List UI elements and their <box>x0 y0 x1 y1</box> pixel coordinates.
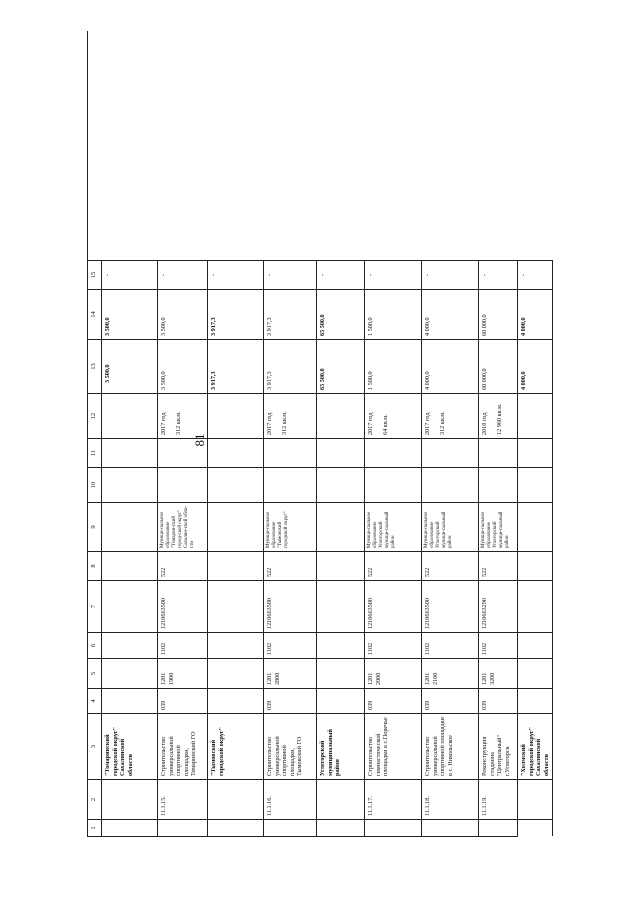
code-cell: 1210663500 <box>264 580 317 632</box>
table-cell <box>317 551 365 580</box>
table-cell <box>479 438 518 467</box>
col-header-5: 5 <box>88 658 102 688</box>
amount-cell-14: 1 500,0 <box>365 289 422 339</box>
table-cell <box>102 580 158 632</box>
code-cell: 039 <box>158 688 208 713</box>
code-cell: 1201 2100 <box>422 658 479 688</box>
col-header-7: 7 <box>88 580 102 632</box>
table-cell <box>208 779 264 819</box>
col-header-10: 10 <box>88 467 102 502</box>
group-amount: 3 500,0 <box>102 339 158 393</box>
code-cell: 522 <box>422 551 479 580</box>
item-name: Строительство универсальной спортивной площадки, Томаринский ГО <box>158 713 208 779</box>
table-cell <box>518 580 553 632</box>
item-name: Строительство гимнастической площадки в с.Поречье <box>365 713 422 779</box>
table-cell <box>317 688 365 713</box>
code-cell: 1210663290 <box>479 580 518 632</box>
period-cell: 2018 год 12 960 кв.м. <box>479 393 518 438</box>
item-number: 11.1.17. <box>365 779 422 819</box>
col-header-12: 12 <box>88 393 102 438</box>
table-cell <box>479 467 518 502</box>
col-header-2: 2 <box>88 779 102 819</box>
table-cell <box>518 551 553 580</box>
code-cell: 522 <box>158 551 208 580</box>
table-cell <box>317 779 365 819</box>
col-header-4: 4 <box>88 688 102 713</box>
amount-cell-14: 3 500,0 <box>158 289 208 339</box>
period-cell: 2017 год 312 кв.м. <box>264 393 317 438</box>
recipient-cell: Муници-пальное образование Углегорский муници-пальный район <box>422 502 479 551</box>
group-amount-14: 4 000,0 <box>518 289 553 339</box>
recipient-cell: Муници-пальное образование Углегорский муници-пальный район <box>479 502 518 551</box>
table-cell <box>208 438 264 467</box>
table-cell <box>518 393 553 438</box>
amount-cell-14: 60 000,0 <box>479 289 518 339</box>
amount-cell: 4 000,0 <box>422 339 479 393</box>
col-header-3: 3 <box>88 713 102 779</box>
code-cell: 1201 3200 <box>479 658 518 688</box>
table-cell <box>102 779 158 819</box>
item-number: 11.1.19. <box>479 779 518 819</box>
table-cell <box>518 658 553 688</box>
code-cell: 039 <box>479 688 518 713</box>
table-cell <box>317 467 365 502</box>
table-cell <box>317 632 365 658</box>
item-name: Строительство универсальной спортивной площадки, Тымовский ГО <box>264 713 317 779</box>
dash-cell: - <box>518 260 553 289</box>
amount-cell: 60 000,0 <box>479 339 518 393</box>
table-cell <box>264 819 317 836</box>
group-name: Углегорский муниципальный район <box>317 713 365 779</box>
recipient-cell: Муници-пальное образование Углегорский муници-пальный район <box>365 502 422 551</box>
code-cell: 1102 <box>365 632 422 658</box>
table-cell <box>208 658 264 688</box>
table-cell <box>422 438 479 467</box>
table-cell <box>518 467 553 502</box>
table-cell <box>518 502 553 551</box>
table-cell <box>365 467 422 502</box>
table-cell <box>158 467 208 502</box>
code-cell: 039 <box>264 688 317 713</box>
period-cell: 2017 год 64 кв.м. <box>365 393 422 438</box>
table-cell <box>102 393 158 438</box>
code-cell: 522 <box>264 551 317 580</box>
table-cell <box>518 438 553 467</box>
table-cell <box>208 393 264 438</box>
table-cell <box>102 658 158 688</box>
code-cell: 1102 <box>422 632 479 658</box>
table-cell <box>422 467 479 502</box>
table-cell <box>317 502 365 551</box>
group-name: "Тымовский городской округ" <box>208 713 264 779</box>
group-amount-14: 3 500,0 <box>102 289 158 339</box>
table-cell <box>365 819 422 836</box>
col-header-6: 6 <box>88 632 102 658</box>
item-name: Реконструкция стадиона "Центральный" г.Углегорск <box>479 713 518 779</box>
dash-cell: - <box>422 260 479 289</box>
table-cell <box>208 632 264 658</box>
item-name: Строительство универсальной спортивной площадки в с. Никольское <box>422 713 479 779</box>
period-cell: 2017 год 312 кв.м. <box>422 393 479 438</box>
period-cell: 2017 год 312 кв.м. <box>158 393 208 438</box>
dash-cell: - <box>479 260 518 289</box>
table-cell <box>208 502 264 551</box>
table-cell <box>208 819 264 836</box>
page-number: 81 <box>192 433 207 447</box>
code-cell: 1210663500 <box>422 580 479 632</box>
group-name: "Холмский городской округ" Сахалинской области <box>518 713 553 779</box>
amount-cell: 1 500,0 <box>365 339 422 393</box>
code-cell: 1201 1900 <box>158 658 208 688</box>
table-cell <box>264 438 317 467</box>
dash-cell: - <box>264 260 317 289</box>
table-cell <box>317 819 365 836</box>
recipient-cell: Муници-пальное образование "Томарин-ский город-ской округ" Сахалин-ской обла-сти <box>158 502 208 551</box>
dash-cell: - <box>208 260 264 289</box>
item-number: 11.1.18. <box>422 779 479 819</box>
table-cell <box>208 467 264 502</box>
recipient-cell: Муници-пальное образование "Тымовский городской округ" <box>264 502 317 551</box>
item-number: 11.1.15. <box>158 779 208 819</box>
table-cell <box>102 438 158 467</box>
table-cell <box>102 551 158 580</box>
dash-cell: - <box>317 260 365 289</box>
table-cell <box>102 632 158 658</box>
table-cell <box>422 819 479 836</box>
budget-table <box>87 31 550 837</box>
code-cell: 039 <box>422 688 479 713</box>
table-cell <box>518 819 553 836</box>
amount-cell: 3 917,3 <box>264 339 317 393</box>
code-cell: 1210663500 <box>365 580 422 632</box>
col-header-13: 13 <box>88 339 102 393</box>
table-cell <box>102 688 158 713</box>
col-header-8: 8 <box>88 551 102 580</box>
code-cell: 1210663500 <box>158 580 208 632</box>
code-cell: 1201 2000 <box>365 658 422 688</box>
amount-cell: 3 500,0 <box>158 339 208 393</box>
col-header-1: 1 <box>88 819 102 836</box>
table-cell <box>208 688 264 713</box>
col-header-11: 11 <box>88 438 102 467</box>
dash-cell: - <box>102 260 158 289</box>
code-cell: 1102 <box>264 632 317 658</box>
table-cell <box>102 467 158 502</box>
table-cell <box>365 438 422 467</box>
code-cell: 039 <box>365 688 422 713</box>
table-cell <box>518 688 553 713</box>
table-cell <box>102 819 158 836</box>
table-cell <box>208 551 264 580</box>
table-cell <box>317 658 365 688</box>
table-cell <box>479 819 518 836</box>
table-cell <box>317 393 365 438</box>
table-cell <box>208 580 264 632</box>
group-amount: 65 500,0 <box>317 339 365 393</box>
dash-cell: - <box>158 260 208 289</box>
code-cell: 1102 <box>158 632 208 658</box>
amount-cell-14: 4 000,0 <box>422 289 479 339</box>
table-cell <box>317 438 365 467</box>
table-cell <box>158 819 208 836</box>
group-amount-14: 65 500,0 <box>317 289 365 339</box>
dash-cell: - <box>365 260 422 289</box>
col-header-15: 15 <box>88 260 102 289</box>
table-cell <box>158 438 208 467</box>
col-header-14: 14 <box>88 289 102 339</box>
table-cell <box>518 779 553 819</box>
code-cell: 522 <box>365 551 422 580</box>
amount-cell-14: 3 917,3 <box>264 289 317 339</box>
rotated-table-wrapper <box>87 32 550 837</box>
table-cell <box>518 632 553 658</box>
col-header-9: 9 <box>88 502 102 551</box>
code-cell: 1201 2800 <box>264 658 317 688</box>
group-amount: 4 000,0 <box>518 339 553 393</box>
group-amount: 3 917,3 <box>208 339 264 393</box>
item-number: 11.1.16. <box>264 779 317 819</box>
code-cell: 522 <box>479 551 518 580</box>
table-cell <box>264 467 317 502</box>
table-cell <box>317 580 365 632</box>
code-cell: 1102 <box>479 632 518 658</box>
group-amount-14: 3 917,3 <box>208 289 264 339</box>
group-name: "Томаринский городской округ" Сахалинской области <box>102 713 158 779</box>
table-cell <box>102 502 158 551</box>
